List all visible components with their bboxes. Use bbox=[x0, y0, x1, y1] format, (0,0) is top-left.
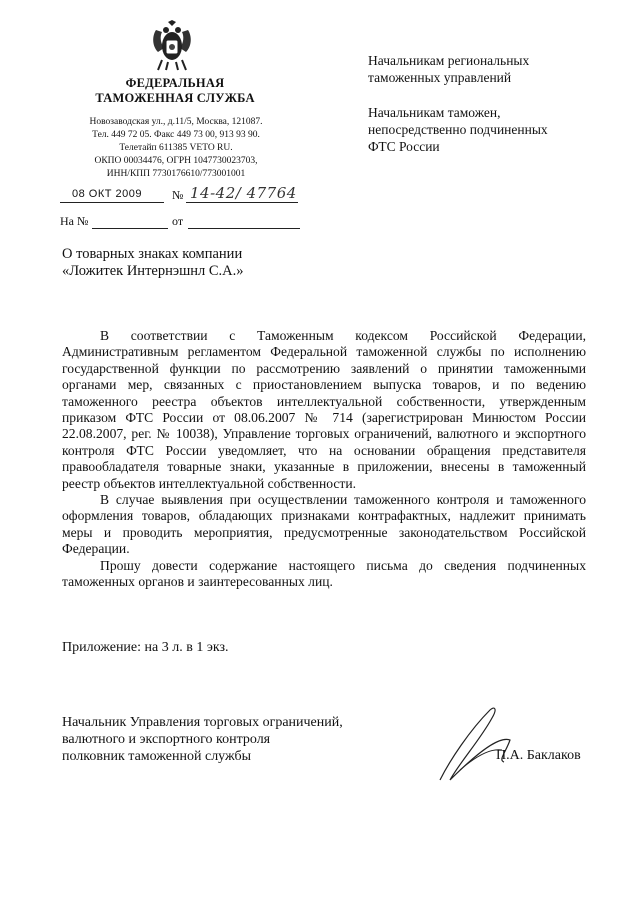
reference-row bbox=[60, 214, 300, 234]
letter-number: 14-42/ 47764 bbox=[190, 184, 297, 202]
signatory-title-line: валютного и экспортного контроля bbox=[62, 732, 271, 747]
letter-body bbox=[62, 328, 586, 591]
subject-line: О товарных знаках компании bbox=[62, 246, 243, 262]
address-line: Новозаводская ул., д.11/5, Москва, 121087. bbox=[89, 117, 263, 127]
subject-line: «Ложитек Интернэшнл С.А.» bbox=[62, 263, 244, 279]
signatory-title bbox=[62, 714, 382, 765]
agency-line-1: ФЕДЕРАЛЬНАЯ bbox=[125, 76, 225, 90]
attachment-note: Приложение: на 3 л. в 1 экз. bbox=[62, 640, 229, 655]
recipient-line: ФТС России bbox=[368, 139, 440, 154]
recipients-block-1 bbox=[368, 52, 598, 86]
reference-date-label: от bbox=[172, 214, 184, 228]
recipient-line: Начальникам таможен, bbox=[368, 105, 501, 120]
handwritten-signature bbox=[420, 700, 530, 790]
address-line: ИНН/КПП 7730176610/773001001 bbox=[106, 169, 246, 179]
outgoing-date-number bbox=[60, 186, 300, 210]
recipient-line: непосредственно подчиненных bbox=[368, 122, 548, 137]
letter-subject bbox=[62, 246, 322, 280]
recipients-block-2 bbox=[368, 104, 598, 155]
signatory-name: П.А. Баклаков bbox=[496, 748, 581, 763]
recipient-line: таможенных управлений bbox=[368, 70, 512, 85]
body-paragraph-3: Прошу довести содержание настоящего письма до сведения подчиненных таможенных органов и заинтересованных лиц. bbox=[62, 557, 586, 590]
body-paragraph-1: В соответствии с Таможенным кодексом Российской Федерации, Административным регламентом Федеральной таможенной службы по исполнению государственной функции по рассмотрению заявлений о принятии таможенными органами мер, связанных с приостановлением выпуска товаров, и по ведению таможенного реестра объектов интеллектуальной собственности, утвержденным приказом ФТС России от 08.06.2007 № 714 (зарегистрирован Минюстом России 22.08.2007, рег. № 10038), Управление торговых ограничений, валютного и экспортного контроля ФТС России уведомляет, что на основании обращения представителя правообладателя товарные знаки, указанные в приложении, внесены в таможенный реестр объектов интеллектуальной собственности. bbox=[62, 328, 586, 491]
coat-of-arms-emblem bbox=[148, 20, 196, 72]
signatory-title-line: полковник таможенной службы bbox=[62, 749, 252, 764]
address-line: Телетайп 611385 VETO RU. bbox=[119, 143, 233, 153]
recipient-line: Начальникам региональных bbox=[368, 53, 530, 68]
reference-number-label: На № bbox=[60, 214, 89, 228]
agency-address bbox=[68, 116, 284, 181]
letter-date: 08 ОКТ 2009 bbox=[72, 188, 143, 200]
signatory-title-line: Начальник Управления торговых ограничений, bbox=[62, 715, 343, 730]
number-label: № bbox=[172, 188, 184, 202]
agency-name bbox=[70, 76, 280, 106]
body-paragraph-2: В случае выявления при осуществлении таможенного контроля и таможенного оформления товаров, обладающих признаками контрафактных, надлежит принимать меры и проводить мероприятия, предусмотренные законодательством Российской Федерации. bbox=[62, 492, 586, 557]
address-line: ОКПО 00034476, ОГРН 1047730023703, bbox=[94, 156, 258, 166]
agency-line-2: ТАМОЖЕННАЯ СЛУЖБА bbox=[95, 91, 255, 105]
address-line: Тел. 449 72 05. Факс 449 73 00, 913 93 90. bbox=[92, 130, 260, 140]
